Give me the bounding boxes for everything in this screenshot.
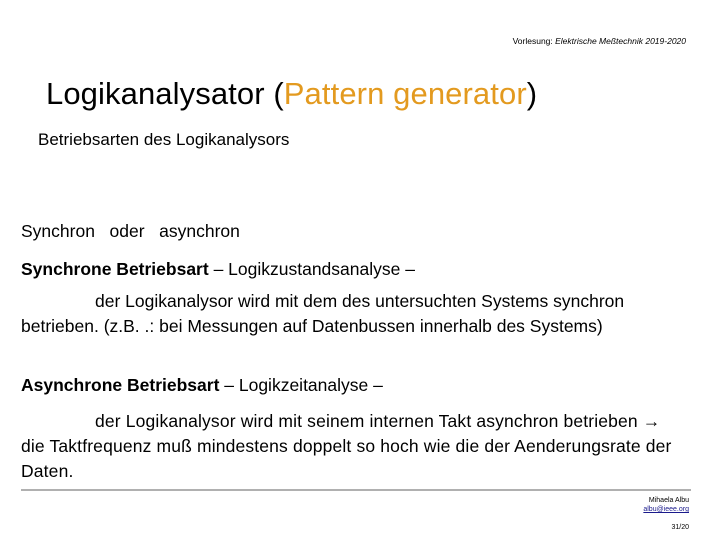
asynchronous-description-block (21, 409, 681, 484)
footer-author: Mihaela Albu (648, 497, 689, 504)
slide-subtitle: Betriebsarten des Logikanalysors (38, 130, 290, 149)
synchronous-heading (21, 257, 681, 282)
asynchronous-heading-bold: Asynchrone Betriebsart (21, 375, 220, 395)
course-prefix: Vorlesung: (512, 36, 556, 46)
modes-line: Synchron oder asynchron (21, 221, 240, 241)
asynchronous-heading (21, 373, 681, 398)
synchronous-heading-rest: – Logikzustandsanalyse – (208, 259, 415, 279)
course-header (513, 36, 686, 46)
title-accent: Pattern generator (283, 76, 527, 111)
asynchronous-description-part1: der Logikanalysor wird mit seinem internen Takt asynchron betrieben (95, 411, 643, 431)
footer-email-link[interactable]: albu@ieee.org (643, 506, 689, 513)
title-close: ) (526, 76, 538, 111)
footer-separator (21, 489, 691, 491)
course-name: Elektrische Meßtechnik 2019-2020 (555, 36, 686, 46)
synchronous-description: der Logikanalysor wird mit dem des untersuchten Systems synchron betrieben. (z.B. .: bei Messungen auf Datenbussen innerhalb des Systems) (21, 291, 625, 336)
synchronous-description-block (21, 289, 681, 339)
synchronous-heading-bold: Synchrone Betriebsart (21, 259, 209, 279)
slide-title (46, 76, 537, 112)
asynchronous-heading-rest: – Logikzeitanalyse – (219, 375, 383, 395)
arrow-icon: → (642, 411, 661, 431)
title-main: Logikanalysator ( (46, 76, 284, 111)
asynchronous-description-part2: die Taktfrequenz muß mindestens doppelt so hoch wie die der Aenderungsrate der Daten. (21, 436, 672, 481)
footer-page-number: 31/20 (671, 524, 689, 531)
